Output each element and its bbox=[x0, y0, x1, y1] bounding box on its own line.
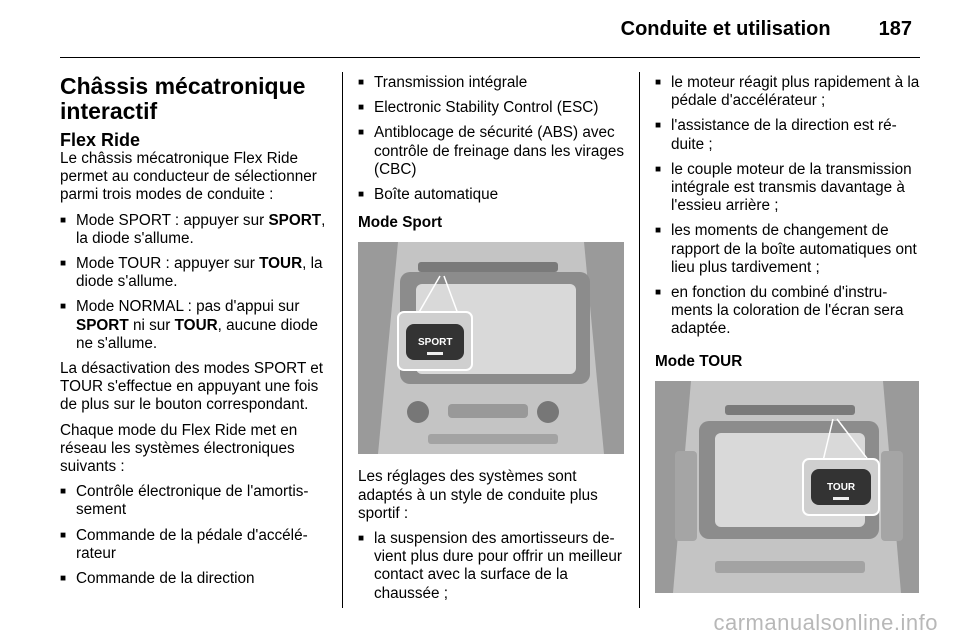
network-paragraph: Chaque mode du Flex Ride met en réseau les systèmes électroniques suivants : bbox=[60, 421, 298, 476]
header-rule bbox=[60, 57, 920, 58]
column-divider-2 bbox=[639, 72, 640, 608]
list-item: ■ Mode SPORT : appuyer sur SPORT, la diode s'allume. bbox=[60, 212, 330, 248]
mode-sport-heading: Mode Sport bbox=[358, 214, 443, 232]
list-item: ■ Contrôle électronique de l'amortissement bbox=[60, 483, 330, 519]
settings-paragraph: Les réglages des systèmes sont adaptés à un style de conduite plus sportif : bbox=[358, 468, 598, 522]
page-header bbox=[621, 18, 912, 41]
intro-paragraph: Le châssis mécatronique Flex Ride permet au conducteur de sélectionner parmi trois modes de conduite : bbox=[60, 150, 317, 204]
header-title: Conduite et utilisation bbox=[620, 18, 831, 40]
list-item: ■ les moments de changement de rapport de la boîte automatiques ont lieu plus tardivement ; bbox=[655, 222, 923, 277]
list-item: ■ Boîte automatique bbox=[358, 186, 628, 204]
list-item: ■ l'assistance de la direction est réduite ; bbox=[655, 117, 923, 153]
tour-button-photo bbox=[655, 381, 919, 593]
section-title: Châssis mécatronique interactif bbox=[60, 73, 306, 124]
list-item: ■ Mode NORMAL : pas d'appui sur SPORT ni sur TOUR, aucune diode ne s'allume. bbox=[60, 298, 330, 353]
deactivation-paragraph: La désactivation des modes SPORT et TOUR s'effectue en appuyant une fois de plus sur le bouton correspondant. bbox=[60, 360, 324, 414]
column-1 bbox=[60, 74, 330, 595]
page-number: 187 bbox=[878, 18, 912, 40]
list-item: ■ le couple moteur de la transmission intégrale est transmis davantage à l'essieu arrière ; bbox=[655, 161, 923, 216]
mode-tour-heading: Mode TOUR bbox=[655, 352, 743, 370]
list-item: ■ Commande de la pédale d'accélérateur bbox=[60, 527, 330, 563]
dashboard-illustration bbox=[655, 381, 919, 593]
tour-button-label: TOUR bbox=[827, 481, 856, 493]
column-3 bbox=[655, 74, 923, 607]
list-item: ■ le moteur réagit plus rapidement à la pédale d'accélérateur ; bbox=[655, 74, 923, 110]
subsection-title: Flex Ride bbox=[60, 130, 141, 150]
list-item: ■ Electronic Stability Control (ESC) bbox=[358, 99, 628, 117]
list-item: ■ la suspension des amortisseurs devient plus dure pour offrir un meilleur contact avec la surface de la chaussée ; bbox=[358, 530, 628, 603]
list-item: ■ Transmission intégrale bbox=[358, 74, 628, 92]
list-item: ■ Antiblocage de sécurité (ABS) avec contrôle de freinage dans les virages (CBC) bbox=[358, 124, 628, 179]
column-2 bbox=[358, 74, 628, 610]
list-item: ■ Commande de la direction bbox=[60, 570, 330, 588]
list-item: ■ en fonction du combiné d'instruments la coloration de l'écran sera adaptée. bbox=[655, 284, 923, 339]
column-divider-1 bbox=[342, 72, 343, 608]
list-item: ■ Mode TOUR : appuyer sur TOUR, la diode s'allume. bbox=[60, 255, 330, 291]
sport-button-photo bbox=[358, 242, 624, 454]
sport-button-label: SPORT bbox=[418, 337, 453, 349]
watermark: carmanualsonline.info bbox=[713, 610, 938, 635]
dashboard-illustration bbox=[358, 242, 624, 454]
